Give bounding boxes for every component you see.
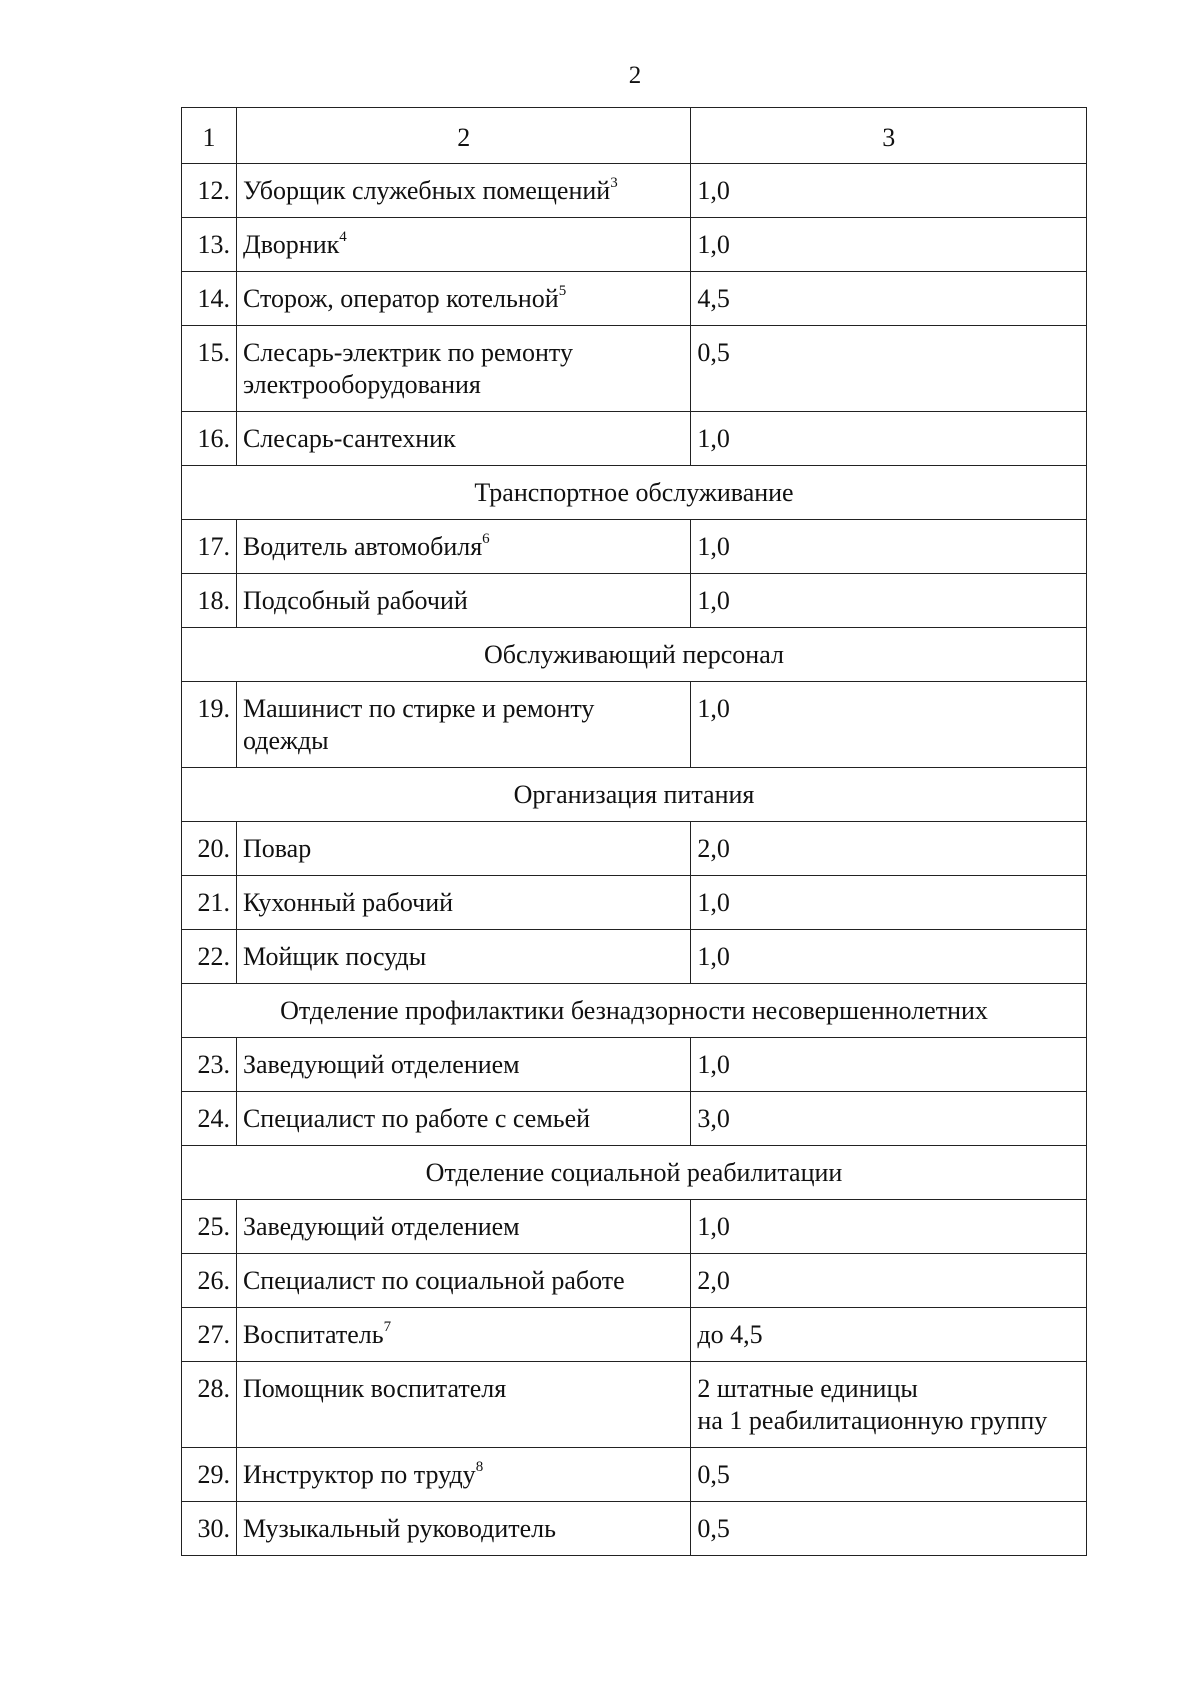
table-row — [182, 574, 1087, 628]
position-name: Музыкальный руководитель — [242, 1514, 557, 1543]
table-row — [182, 218, 1087, 272]
staff-units-cell — [691, 412, 1087, 466]
column-header-1: 1 — [182, 108, 237, 164]
row-number: 27. — [182, 1308, 237, 1362]
staff-units-value: 1,0 — [697, 586, 730, 615]
position-name: Инструктор по труду — [242, 1460, 476, 1489]
position-name: Специалист по работе с семьей — [242, 1104, 591, 1133]
table-row — [182, 930, 1087, 984]
staff-units-value: 1,0 — [697, 1050, 730, 1079]
position-cell — [236, 930, 690, 984]
position-cell — [236, 520, 690, 574]
position-cell — [236, 876, 690, 930]
position-cell — [236, 272, 690, 326]
position-cell — [236, 1254, 690, 1308]
staff-units-value: 2,0 — [697, 1266, 730, 1295]
position-name: Слесарь-сантехник — [242, 424, 456, 453]
section-title: Обслуживающий персонал — [182, 628, 1087, 682]
row-number: 16. — [182, 412, 237, 466]
table-row — [182, 682, 1087, 768]
staff-units-value: 0,5 — [697, 1460, 730, 1489]
staff-units-cell — [691, 1200, 1087, 1254]
table-row — [182, 1362, 1087, 1448]
table-row — [182, 326, 1087, 412]
staff-units-value: 1,0 — [697, 230, 730, 259]
position-name: Заведующий отделением — [242, 1050, 520, 1079]
section-title: Транспортное обслуживание — [182, 466, 1087, 520]
staff-units-cell — [691, 574, 1087, 628]
position-cell — [236, 1038, 690, 1092]
staff-units-value: 4,5 — [697, 284, 730, 313]
position-name: Сторож, оператор котельной — [242, 284, 559, 313]
position-cell — [236, 1092, 690, 1146]
table-row — [182, 1308, 1087, 1362]
row-number: 14. — [182, 272, 237, 326]
table-row — [182, 1038, 1087, 1092]
position-cell — [236, 682, 690, 768]
position-cell — [236, 1448, 690, 1502]
position-name: Мойщик посуды — [242, 942, 427, 971]
table-row — [182, 876, 1087, 930]
staff-units-value: 0,5 — [697, 338, 730, 367]
position-cell — [236, 822, 690, 876]
staff-units-value: 1,0 — [697, 176, 730, 205]
staff-units-cell — [691, 1362, 1087, 1448]
table-row — [182, 1092, 1087, 1146]
position-cell — [236, 1502, 690, 1556]
staff-units-value: 0,5 — [697, 1514, 730, 1543]
staffing-table — [181, 107, 1087, 1556]
staff-units-note: на 1 реабилитационную группу — [697, 1406, 1048, 1435]
footnote-marker: 3 — [610, 175, 618, 192]
staff-units-value: 1,0 — [697, 694, 730, 723]
footnote-marker: 4 — [339, 229, 347, 246]
row-number: 19. — [182, 682, 237, 768]
row-number: 22. — [182, 930, 237, 984]
staff-units-cell — [691, 930, 1087, 984]
position-name: Водитель автомобиля — [242, 532, 483, 561]
row-number: 26. — [182, 1254, 237, 1308]
footnote-marker: 5 — [558, 283, 567, 300]
row-number: 15. — [182, 326, 237, 412]
table-row — [182, 412, 1087, 466]
position-cell — [236, 218, 690, 272]
staff-units-cell — [691, 164, 1087, 218]
row-number: 13. — [182, 218, 237, 272]
position-cell — [236, 1200, 690, 1254]
position-cell — [236, 326, 690, 412]
footnote-marker: 6 — [482, 531, 490, 548]
staff-units-cell — [691, 1092, 1087, 1146]
row-number: 28. — [182, 1362, 237, 1448]
section-row — [182, 984, 1087, 1038]
staff-units-value: до 4,5 — [697, 1320, 763, 1349]
position-name: Кухонный рабочий — [242, 888, 454, 917]
position-name: Слесарь-электрик по ремонту электрооборудования — [242, 338, 573, 399]
row-number: 25. — [182, 1200, 237, 1254]
staff-units-cell — [691, 1308, 1087, 1362]
table-row — [182, 822, 1087, 876]
table-row — [182, 1448, 1087, 1502]
column-header-2: 2 — [236, 108, 690, 164]
staff-units-cell — [691, 682, 1087, 768]
section-title: Отделение социальной реабилитации — [182, 1146, 1087, 1200]
staff-units-cell — [691, 326, 1087, 412]
staff-units-cell — [691, 218, 1087, 272]
table-row — [182, 1502, 1087, 1556]
position-name: Помощник воспитателя — [242, 1374, 507, 1403]
table-header-row — [182, 108, 1087, 164]
section-row — [182, 768, 1087, 822]
row-number: 23. — [182, 1038, 237, 1092]
table-row — [182, 1200, 1087, 1254]
position-cell — [236, 1362, 690, 1448]
staff-units-value: 1,0 — [697, 888, 730, 917]
staff-units-value: 1,0 — [697, 532, 730, 561]
staff-units-value: 1,0 — [697, 424, 730, 453]
row-number: 29. — [182, 1448, 237, 1502]
row-number: 24. — [182, 1092, 237, 1146]
staff-units-cell — [691, 1254, 1087, 1308]
position-name: Заведующий отделением — [242, 1212, 520, 1241]
staff-units-value: 2,0 — [697, 834, 730, 863]
table-row — [182, 1254, 1087, 1308]
table-row — [182, 520, 1087, 574]
row-number: 21. — [182, 876, 237, 930]
section-row — [182, 466, 1087, 520]
staff-units-cell — [691, 1038, 1087, 1092]
staff-units-value: 3,0 — [697, 1104, 730, 1133]
footnote-marker: 8 — [475, 1459, 484, 1476]
table-row — [182, 164, 1087, 218]
table-row — [182, 272, 1087, 326]
position-name: Подсобный рабочий — [242, 586, 468, 615]
section-row — [182, 1146, 1087, 1200]
position-name: Машинист по стирке и ремонту одежды — [242, 694, 595, 755]
position-name: Повар — [242, 834, 312, 863]
footnote-marker: 7 — [383, 1319, 392, 1336]
row-number: 12. — [182, 164, 237, 218]
staff-units-value: 1,0 — [697, 942, 730, 971]
position-name: Уборщик служебных помещений — [242, 176, 611, 205]
row-number: 18. — [182, 574, 237, 628]
position-name: Дворник — [242, 230, 340, 259]
staff-units-value: 2 штатные единицы — [697, 1374, 918, 1403]
staff-units-value: 1,0 — [697, 1212, 730, 1241]
position-cell — [236, 1308, 690, 1362]
staff-units-cell — [691, 1448, 1087, 1502]
section-row — [182, 628, 1087, 682]
row-number: 20. — [182, 822, 237, 876]
section-title: Организация питания — [182, 768, 1087, 822]
position-cell — [236, 412, 690, 466]
position-cell — [236, 164, 690, 218]
staff-units-cell — [691, 876, 1087, 930]
section-title: Отделение профилактики безнадзорности несовершеннолетних — [182, 984, 1087, 1038]
position-name: Воспитатель — [242, 1320, 384, 1349]
column-header-3: 3 — [691, 108, 1087, 164]
position-name: Специалист по социальной работе — [242, 1266, 625, 1295]
row-number: 17. — [182, 520, 237, 574]
row-number: 30. — [182, 1502, 237, 1556]
page-number: 2 — [628, 62, 642, 89]
staff-units-cell — [691, 272, 1087, 326]
staff-units-cell — [691, 520, 1087, 574]
position-cell — [236, 574, 690, 628]
staff-units-cell — [691, 822, 1087, 876]
staff-units-cell — [691, 1502, 1087, 1556]
